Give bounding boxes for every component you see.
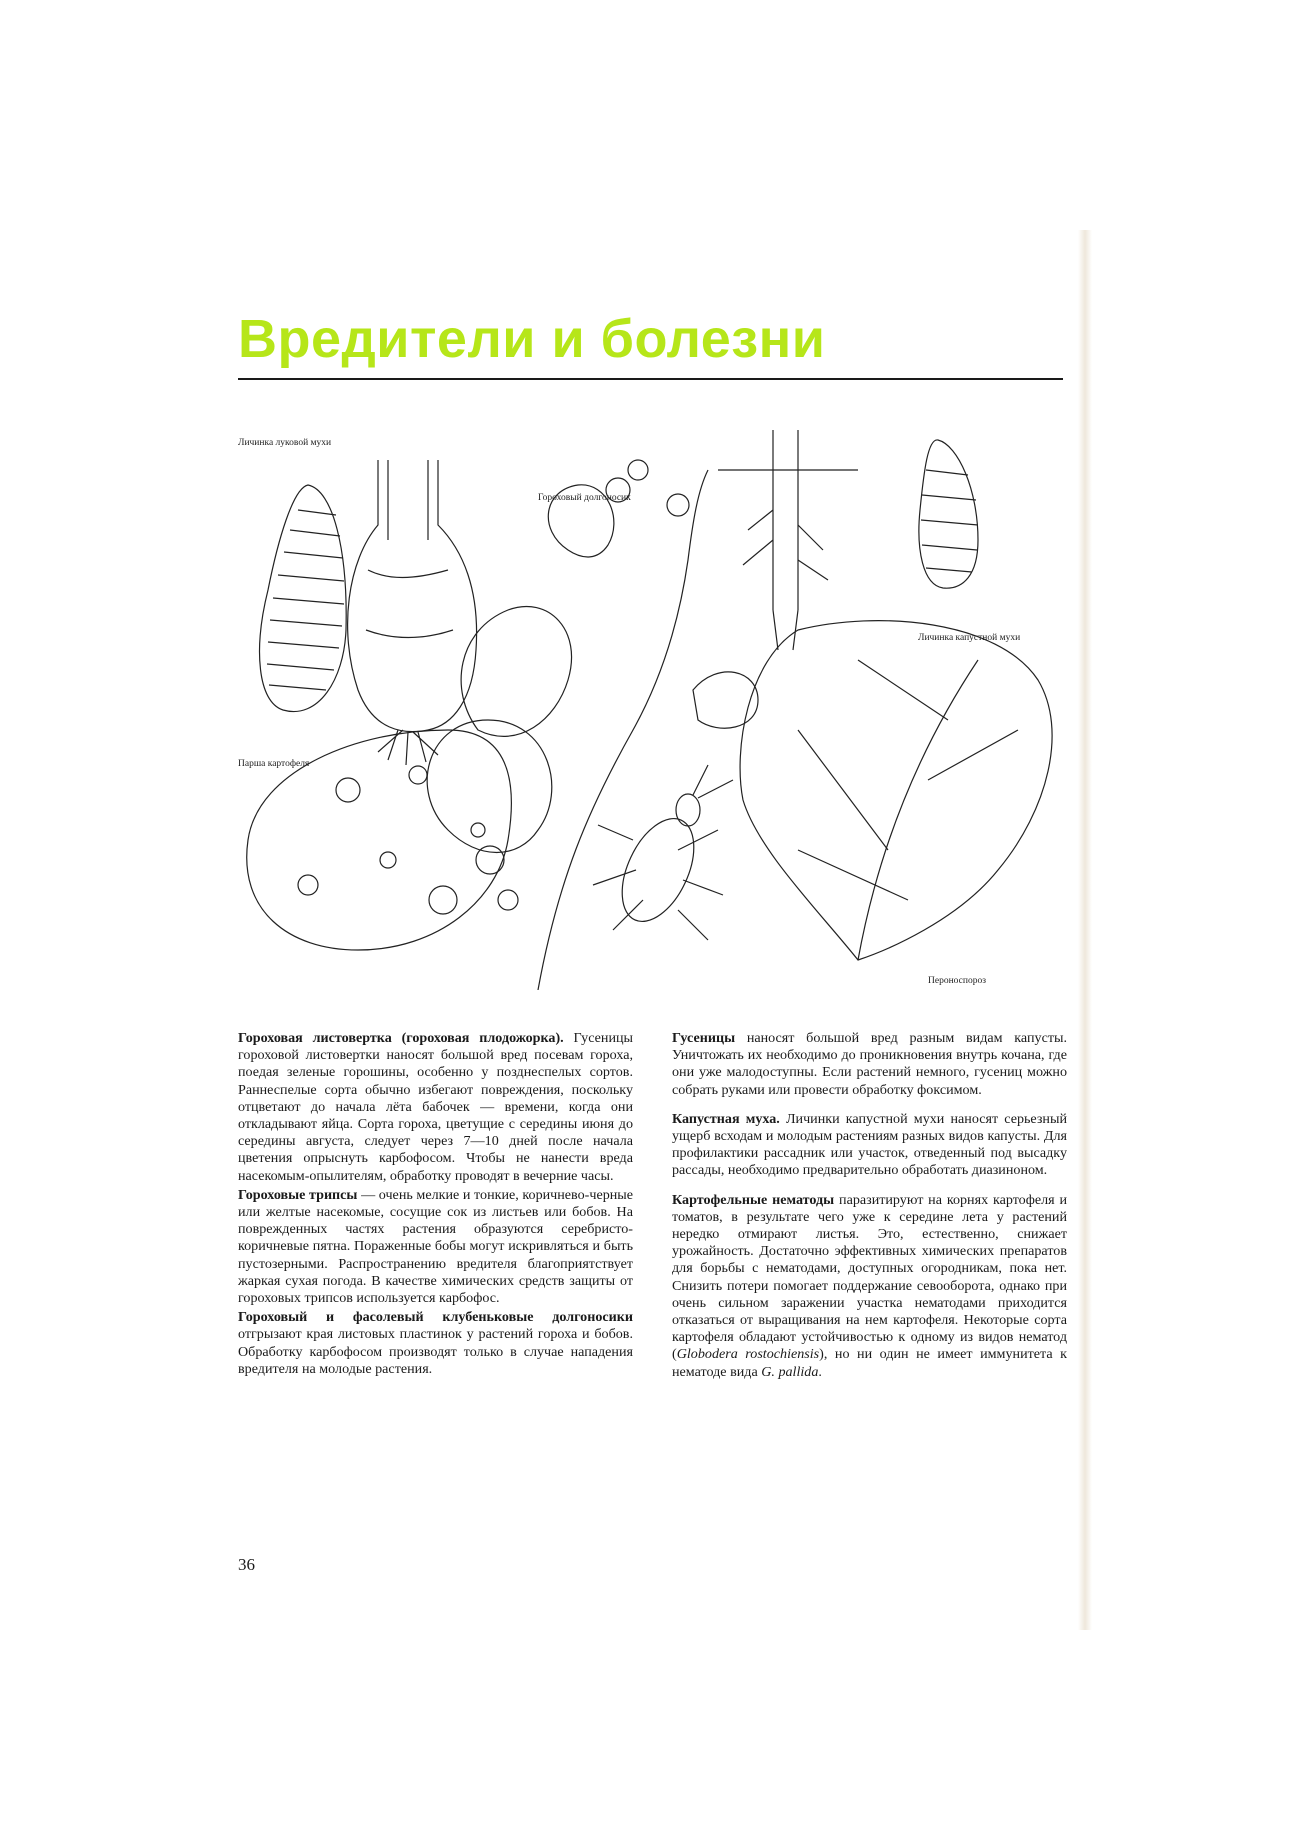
paragraph-pea-thrips: Гороховые трипсы — очень мелкие и тонкие, коричнево-черные или желтые насекомые, сосущие сок из листьев или бобов. На поврежденных частях растения образуются серебристо-коричневые пятна. Пораженные бобы могут искривляться и быть пустозерными. Распространению вредителя благоприятствует жаркая сухая погода. В качестве химических средств защиты от гороховых трипсов используется карбофос.: [238, 1186, 634, 1307]
cabbage-root-drawing: [718, 430, 858, 650]
right-text-column: [672, 1030, 1067, 1393]
caption-onion-fly-larva: Личинка луковой мухи: [238, 438, 332, 448]
page-number: 36: [238, 1555, 255, 1574]
caption-cabbage-fly-larva: Личинка капустной мухи: [918, 633, 1021, 643]
paragraph-pea-weevils: Гороховый и фасолевый клубеньковые долгоносики отгрызают края листовых пластинок у растений гороха и бобов. Обработку карбофосом производят только в случае нападения вредителя на молодые растения.: [238, 1309, 633, 1377]
left-text-column: [238, 1030, 633, 1390]
caption-potato-scab: Парша картофеля: [238, 759, 310, 769]
paragraph-caterpillars: Гусеницы наносят большой вред разным видам капусты. Уничтожать их необходимо до проникновения внутрь кочана, где они уже малодоступны. Если растений немного, гусениц можно собрать руками или провести обработку фоксимом.: [672, 1030, 1067, 1098]
pea-plant-drawing: [427, 460, 758, 990]
onion-bulb-drawing: [348, 460, 477, 765]
peronospora-leaf-drawing: [740, 621, 1052, 960]
page-edge-shadow: [1078, 230, 1092, 1630]
pest-illustration: [238, 430, 1063, 990]
caption-pea-weevil: Гороховый долгоносик: [538, 493, 631, 503]
paragraph-cabbage-fly: Капустная муха. Личинки капустной мухи наносят серьезный ущерб всходам и молодым растениям разных видов капусты. Для профилактики рассадник или участок, отведенный под высадку рассады, необходимо предварительно обработать диазиноном.: [672, 1110, 1067, 1179]
pea-weevil-drawing: [593, 765, 733, 940]
title-rule: [238, 378, 1063, 380]
page-title: Вредители и болезни: [238, 309, 826, 369]
pest-illustration-drawing: [238, 430, 1063, 990]
cabbage-fly-larva-drawing: [919, 440, 978, 588]
caption-peronospora: Пероноспороз: [928, 976, 986, 986]
paragraph-potato-nematodes: Картофельные нематоды паразитируют на корнях картофеля и томатов, в результате чего уже к середине лета у растений нередко отмирают листья. Это, естественно, снижает урожайность. Достаточно эффективных химических препаратов для борьбы с нематодами, доступных огородникам, пока нет. Снизить потери помогает поддержание севооборота, однако при очень сильном заражении участка нематодами приходится отказаться от выращивания на нем картофеля. Некоторые сорта картофеля обладают устойчивостью к одному из видов нематод (Globodera rostochiensis), но ни один не имеет иммунитета к нематоде вида G. pallida.: [672, 1191, 1068, 1380]
onion-fly-larva-drawing: [260, 485, 347, 712]
paragraph-pea-leaf-roller: Гороховая листовертка (гороховая плодожорка). Гусеницы гороховой листовертки наносят большой вред посевам гороха, поедая зеленые горошины, особенно у позднеспелых сортов. Раннеспелые сорта обычно избегают повреждения, поскольку отцветают до начала лёта бабочек — времени, когда они откладывают яйца. Сорта гороха, цветущие с середины июня до середины августа, следует через 7—10 дней после начала цветения опрыснуть карбофосом. Чтобы не нанести вреда насекомым-опылителям, обработку проводят в вечерние часы.: [238, 1030, 633, 1184]
